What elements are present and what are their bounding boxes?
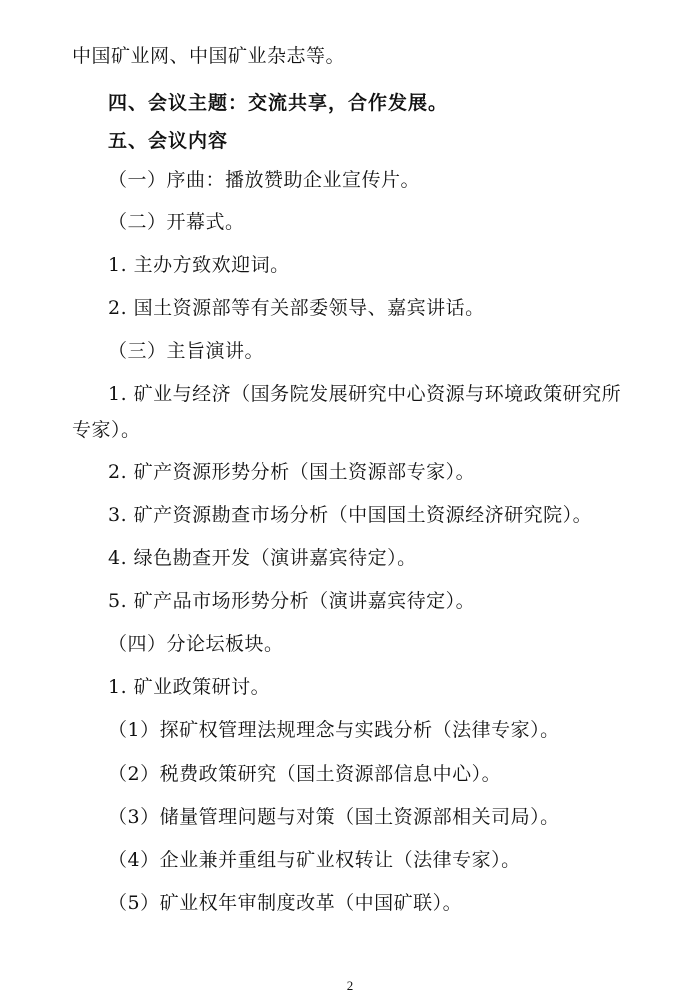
- faint-stamp-mark: [452, 128, 612, 168]
- section-heading-theme: 四、会议主题：交流共享，合作发展。: [108, 92, 449, 114]
- sub-item-tax-policy: （2）税费政策研究（国土资源部信息中心）。: [108, 763, 502, 785]
- list-item-welcome: 1. 主办方致欢迎词。: [108, 254, 290, 276]
- list-item-resource-situation: 2. 矿产资源形势分析（国土资源部专家）。: [108, 461, 476, 483]
- text-line-continuation: 中国矿业网、中国矿业杂志等。: [72, 45, 346, 67]
- list-item-mining-economy: 1. 矿业与经济（国务院发展研究中心资源与环境政策研究所: [108, 383, 622, 405]
- subsection-keynote: （三）主旨演讲。: [108, 340, 265, 362]
- page-number: 2: [346, 978, 354, 993]
- list-item-green-exploration: 4. 绿色勘查开发（演讲嘉宾待定）。: [108, 547, 417, 569]
- list-item-mining-economy-cont: 专家）。: [72, 419, 141, 441]
- sub-item-annual-review-reform: （5）矿业权年审制度改革（中国矿联）。: [108, 892, 463, 914]
- list-item-exploration-market: 3. 矿产资源勘查市场分析（中国国土资源经济研究院）。: [108, 504, 593, 526]
- subsection-forums: （四）分论坛板块。: [108, 633, 284, 655]
- list-item-policy-seminar: 1. 矿业政策研讨。: [108, 676, 271, 698]
- subsection-prelude: （一）序曲：播放赞助企业宣传片。: [108, 169, 421, 191]
- sub-item-reserves-management: （3）储量管理问题与对策（国土资源部相关司局）。: [108, 806, 560, 828]
- section-heading-content: 五、会议内容: [108, 130, 229, 152]
- sub-item-mergers-transfers: （4）企业兼并重组与矿业权转让（法律专家）。: [108, 849, 521, 871]
- list-item-product-market: 5. 矿产品市场形势分析（演讲嘉宾待定）。: [108, 590, 476, 612]
- subsection-opening: （二）开幕式。: [108, 211, 245, 233]
- sub-item-exploration-rights: （1）探矿权管理法规理念与实践分析（法律专家）。: [108, 719, 560, 741]
- list-item-speeches: 2. 国土资源部等有关部委领导、嘉宾讲话。: [108, 297, 485, 319]
